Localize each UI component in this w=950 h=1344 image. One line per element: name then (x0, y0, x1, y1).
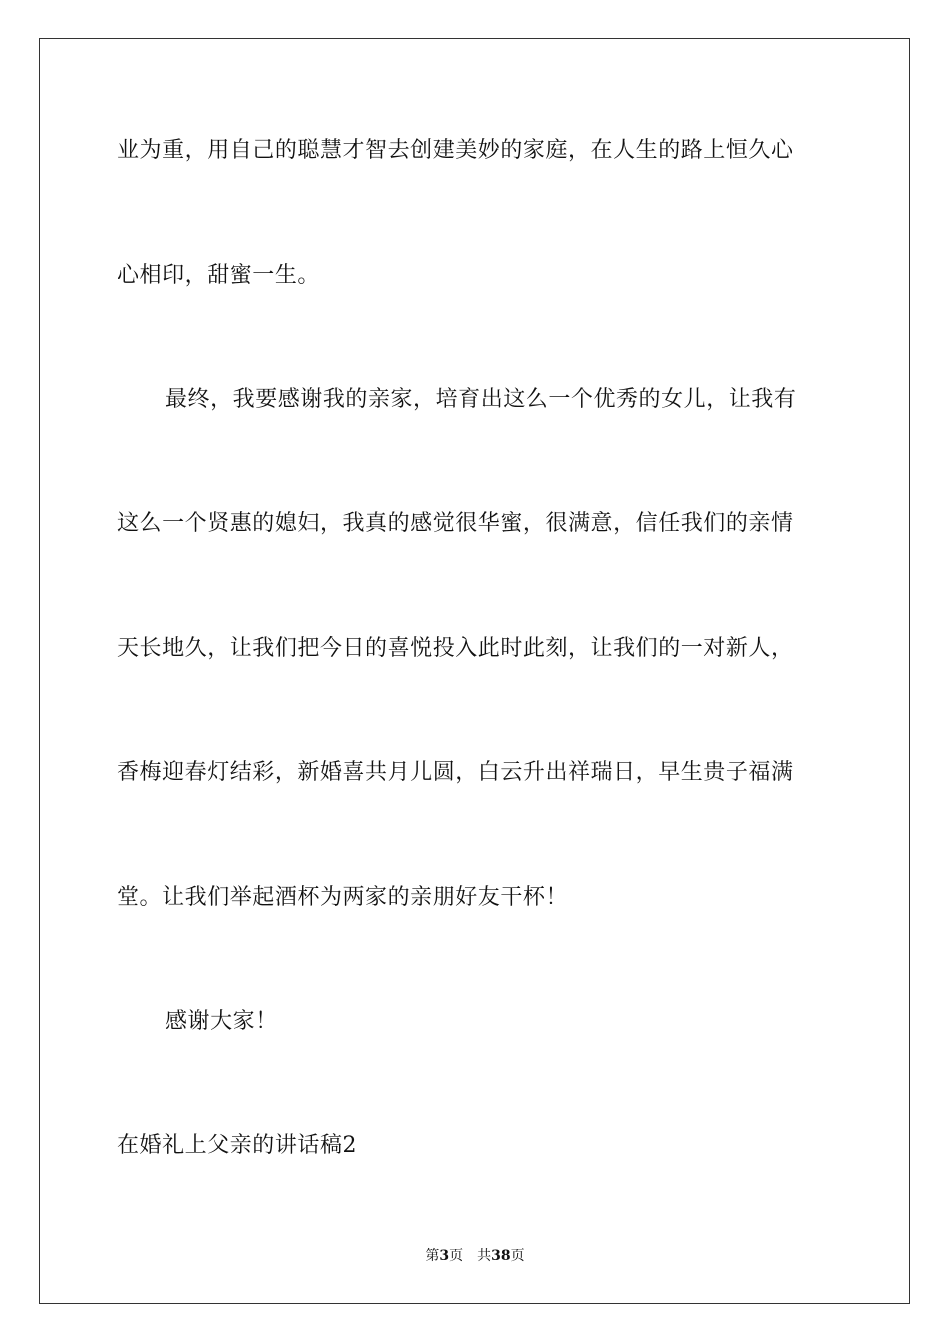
body-line-4: 这么一个贤惠的媳妇，我真的感觉很华蜜，很满意，信任我们的亲情 (117, 511, 794, 536)
body-line-8: 感谢大家！ (165, 1009, 278, 1034)
footer-page-suffix: 页 (449, 1248, 464, 1264)
body-line-2: 心相印，甜蜜一生。 (117, 263, 320, 288)
body-line-5: 天长地久，让我们把今日的喜悦投入此时此刻，让我们的一对新人， (117, 636, 794, 661)
body-line-1: 业为重，用自己的聪慧才智去创建美妙的家庭，在人生的路上恒久心 (117, 138, 794, 163)
footer-total-prefix: 共 (477, 1248, 492, 1264)
body-line-7: 堂。让我们举起酒杯为两家的亲朋好友干杯！ (117, 885, 569, 910)
footer-total-suffix: 页 (510, 1248, 525, 1264)
body-line-3: 最终，我要感谢我的亲家，培育出这么一个优秀的女儿，让我有 (165, 387, 797, 412)
footer-total-pages: 38 (491, 1248, 511, 1264)
page-border (39, 38, 910, 1304)
page-footer (0, 1246, 950, 1266)
footer-page-prefix: 第 (425, 1248, 440, 1264)
section-heading: 在婚礼上父亲的讲话稿2 (117, 1133, 358, 1158)
footer-page-number: 3 (439, 1248, 450, 1264)
body-line-6: 香梅迎春灯结彩，新婚喜共月儿圆，白云升出祥瑞日，早生贵子福满 (117, 760, 794, 785)
